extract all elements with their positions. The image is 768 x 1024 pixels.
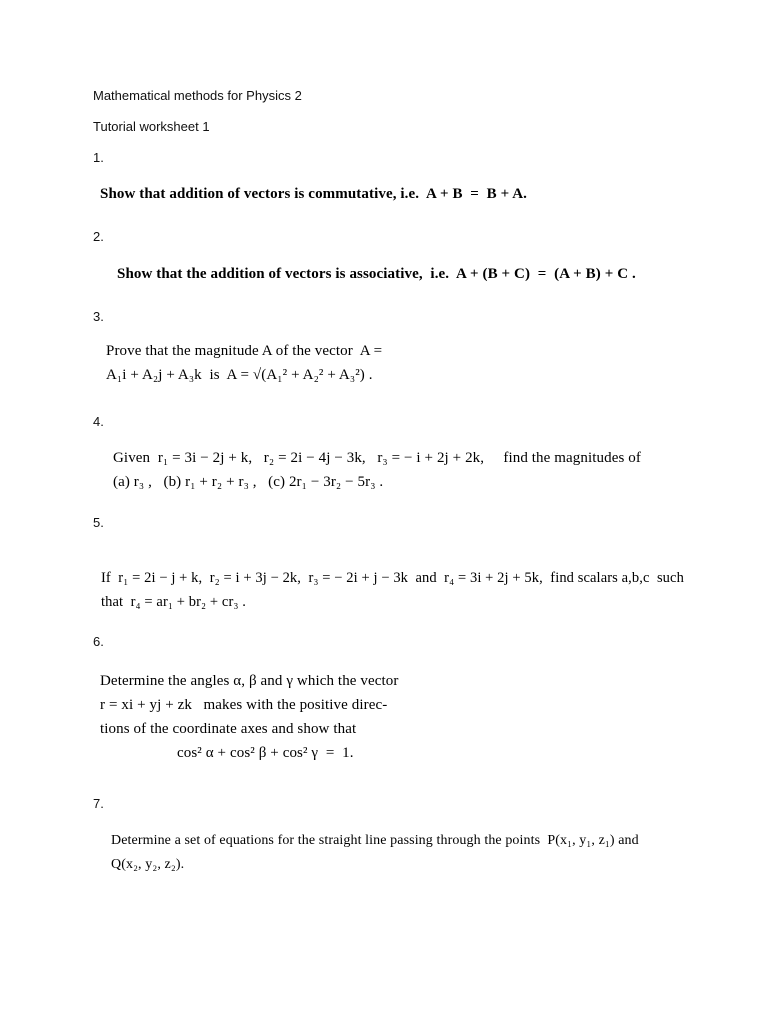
course-title: Mathematical methods for Physics 2 xyxy=(93,88,302,103)
problem-7-text: Determine a set of equations for the straight line passing through the points P(x₁, y₁, z₁) and Q(x₂, y₂, z₂). xyxy=(111,833,639,872)
problem-2-number: 2. xyxy=(93,229,104,244)
problem-4-number: 4. xyxy=(93,414,104,429)
problem-1-text: Show that addition of vectors is commutative, i.e. A + B = B + A. xyxy=(100,186,528,202)
problem-6-text: Determine the angles α, β and γ which the vector r = xi + yj + zk makes with the positive direc- tions of the coordinate axes and show that cos² α + cos² β + cos² γ = 1. xyxy=(100,673,399,761)
problem-5-text: If r₁ = 2i − j + k, r₂ = i + 3j − 2k, r₃ = − 2i + j − 3k and r₄ = 3i + 2j + 5k, find scalars a,b,c such that r₄ = ar₁ + br₂ + cr₃ . xyxy=(101,570,684,610)
problem-7-number: 7. xyxy=(93,796,104,811)
problem-6-number: 6. xyxy=(93,634,104,649)
problem-3-text: Prove that the magnitude A of the vector A = A₁i + A₂j + A₃k is A = √(A₁² + A₂² + A₃²) . xyxy=(106,343,383,383)
problem-2-text: Show that the addition of vectors is associative, i.e. A + (B + C) = (A + B) + C . xyxy=(117,266,636,282)
problem-4-text: Given r₁ = 3i − 2j + k, r₂ = 2i − 4j − 3k, r₃ = − i + 2j + 2k, find the magnitudes of (a) r₃ , (b) r₁ + r₂ + r₃ , (c) 2r₁ − 3r₂ − 5r₃ . xyxy=(113,450,641,490)
problem-1-number: 1. xyxy=(93,150,104,165)
problem-5-number: 5. xyxy=(93,515,104,530)
problem-3-number: 3. xyxy=(93,309,104,324)
worksheet-title: Tutorial worksheet 1 xyxy=(93,119,210,134)
